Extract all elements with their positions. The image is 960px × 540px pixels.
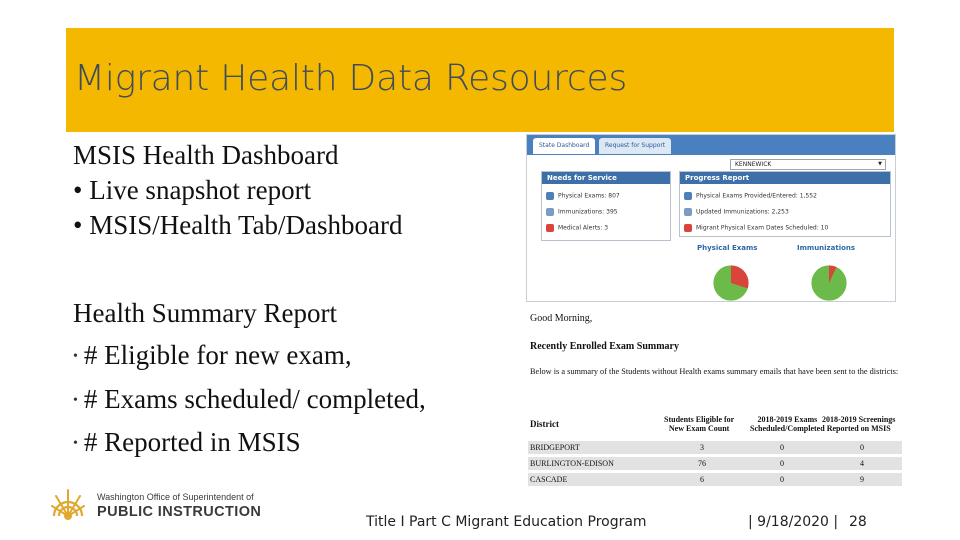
table-row: CASCADE 6 0 9 [528, 473, 902, 486]
section1-bullet-1: • Live snapshot report [73, 175, 312, 205]
title-band [66, 28, 894, 132]
footer-date: | 9/18/2020 | [748, 514, 839, 530]
calendar-icon [684, 224, 692, 232]
progress-row-scheduled: Migrant Physical Exam Dates Scheduled: 10 [684, 224, 828, 232]
slide-title: Migrant Health Data Resources [74, 58, 628, 99]
table-row: BRIDGEPORT 3 0 0 [528, 441, 902, 454]
org-name-small: Washington Office of Superintendent of [97, 492, 254, 502]
chevron-down-icon: ▼ [878, 161, 882, 167]
section2-bullet-3: • # Reported in MSIS [73, 427, 301, 457]
section1-bullet-2: • MSIS/Health Tab/Dashboard [73, 210, 403, 240]
progress-row-immunizations: Updated Immunizations: 2,253 [684, 208, 789, 216]
needs-row-immunizations[interactable]: Immunizations: 395 [546, 208, 618, 216]
section1-heading: MSIS Health Dashboard [73, 140, 339, 170]
needs-panel [541, 171, 671, 241]
section2-bullet-1: • # Eligible for new exam, [73, 340, 352, 370]
tab-state-dashboard[interactable]: State Dashboard [533, 138, 595, 154]
syringe-icon [546, 208, 554, 216]
immunizations-pie-chart [809, 263, 849, 302]
col-screenings: 2018-2019 Screenings Reported on MSIS [822, 415, 896, 433]
immunizations-chart-label: Immunizations [797, 244, 856, 252]
medical-cross-icon [546, 224, 554, 232]
section2-bullet-2: • # Exams scheduled/ completed, [73, 384, 426, 414]
dashboard-screenshot [526, 134, 896, 302]
needs-row-alerts[interactable]: Medical Alerts: 3 [546, 224, 608, 232]
needs-row-physical[interactable]: Physical Exams: 807 [546, 192, 620, 200]
stethoscope-icon [546, 192, 554, 200]
progress-panel [679, 171, 891, 237]
col-district: District [530, 419, 559, 429]
section2-heading: Health Summary Report [73, 298, 337, 328]
org-name-big: PUBLIC INSTRUCTION [97, 504, 262, 520]
district-select[interactable]: KENNEWICK ▼ [730, 159, 886, 170]
stethoscope-icon [684, 192, 692, 200]
footer-page-number: 28 [849, 514, 867, 530]
needs-panel-title: Needs for Service [542, 172, 670, 184]
progress-row-exams: Physical Exams Provided/Entered: 1,552 [684, 192, 817, 200]
syringe-icon [684, 208, 692, 216]
ospi-sunburst-logo-icon [50, 486, 86, 524]
physical-exams-chart-label: Physical Exams [697, 244, 758, 252]
col-exams: 2018-2019 Exams Scheduled/Completed [750, 415, 825, 433]
report-heading: Recently Enrolled Exam Summary [530, 341, 679, 352]
health-summary-report [528, 305, 910, 490]
progress-panel-title: Progress Report [680, 172, 890, 184]
table-row: BURLINGTON-EDISON 76 0 4 [528, 457, 902, 470]
tab-request-support[interactable]: Request for Support [599, 138, 671, 154]
report-intro: Below is a summary of the Students without Health exams summary emails that have been sent to the districts: [530, 367, 899, 376]
report-greeting: Good Morning, [530, 313, 593, 324]
footer-program: Title I Part C Migrant Education Program [366, 514, 647, 530]
physical-exams-pie-chart [711, 263, 751, 302]
col-eligible: Students Eligible for New Exam Count [664, 415, 735, 433]
